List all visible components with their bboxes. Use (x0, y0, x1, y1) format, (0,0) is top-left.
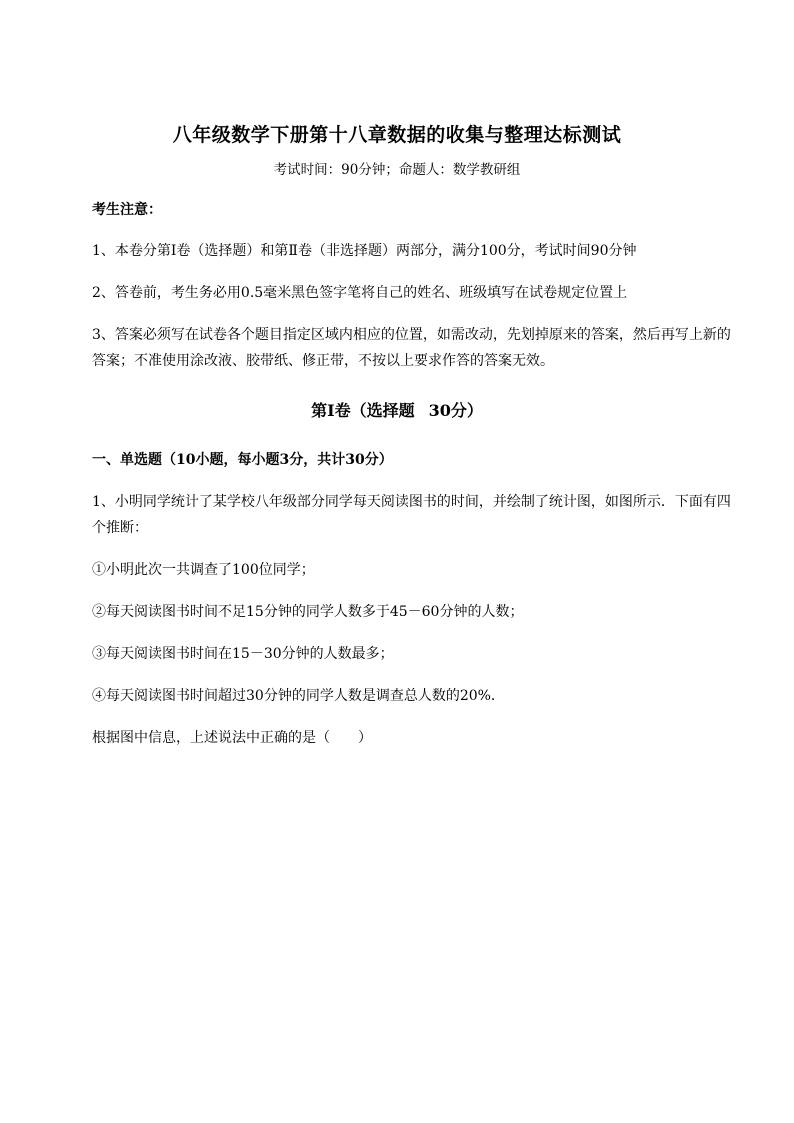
notice-item-2: 2、答卷前，考生务必用0.5毫米黑色签字笔将自己的姓名、班级填写在试卷规定位置上 (92, 285, 628, 301)
question1-statement-2: ②每天阅读图书时间不足15分钟的同学人数多于45－60分钟的人数； (92, 604, 524, 620)
exam-subtitle: 考试时间：90分钟；命题人：数学教研组 (273, 162, 521, 178)
notice-heading: 考生注意： (92, 202, 162, 218)
question1-statement-4: ④每天阅读图书时间超过30分钟的同学人数是调查总人数的20%． (92, 688, 505, 704)
part1-score: 30分） (428, 401, 483, 420)
question1-prompt: 根据图中信息，上述说法中正确的是（ ） (92, 730, 372, 746)
question1-statement-3: ③每天阅读图书时间在15－30分钟的人数最多； (92, 646, 394, 662)
question1-statement-1: ①小明此次一共调查了100位同学； (92, 562, 315, 578)
notice-item-3: 3、答案必须写在试卷各个题目指定区域内相应的位置，如需改动，先划掉原来的答案，然后再写上新的答案；不准使用涂改液、胶带纸、修正带，不按以上要求作答的答案无效。 (92, 327, 731, 369)
question1-stem: 1、小明同学统计了某学校八年级部分同学每天阅读图书的时间，并绘制了统计图，如图所示．下面有四个推断： (92, 494, 731, 536)
exam-title: 八年级数学下册第十八章数据的收集与整理达标测试 (172, 124, 622, 146)
part1-title (0, 398, 794, 421)
section1-heading: 一、单选题（10小题，每小题3分，共计30分） (92, 452, 393, 468)
part1-title-text: 第I卷（选择题 (311, 401, 415, 420)
notice-item-1: 1、本卷分第I卷（选择题）和第Ⅱ卷（非选择题）两部分，满分100分，考试时间90分钟 (92, 243, 637, 259)
